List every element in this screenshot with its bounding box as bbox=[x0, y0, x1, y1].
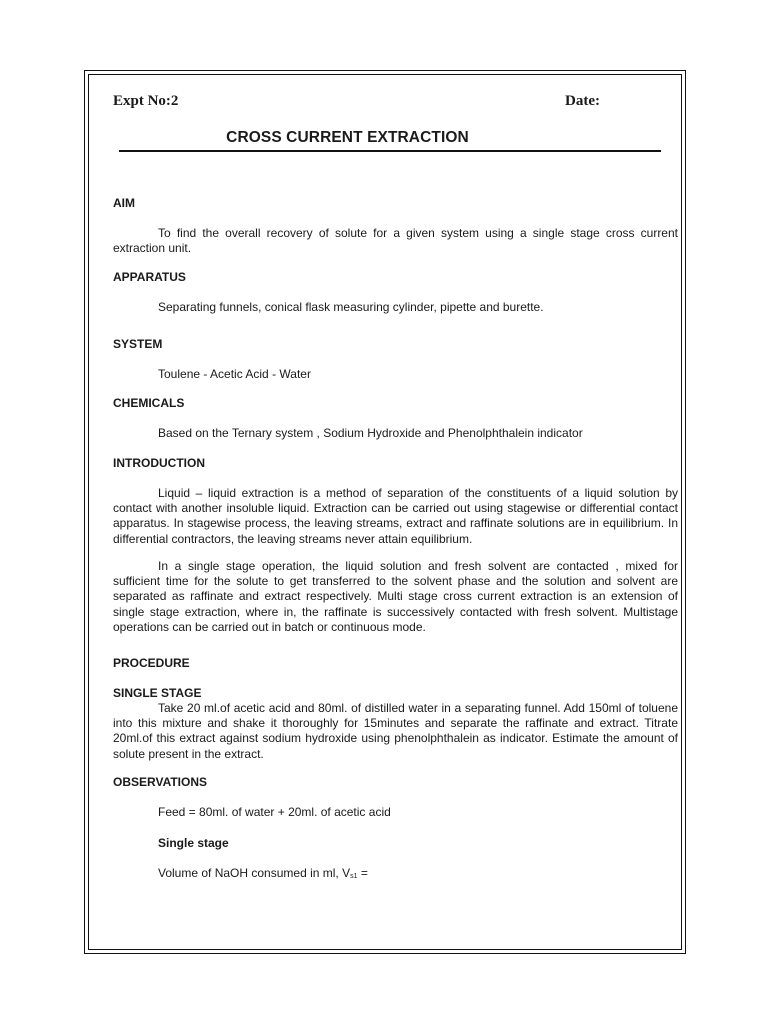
title-underline bbox=[119, 150, 661, 152]
chemicals-heading: CHEMICALS bbox=[113, 396, 185, 410]
single-stage-subheading: Single stage bbox=[158, 836, 229, 850]
introduction-paragraph-2-text: In a single stage operation, the liquid solution and fresh solvent are contacted , mixed for sufficient time for the solute to get transferred to the solvent phase and the solution and solvent are separated as raffinate and extract respectively. Multi stage cross current extraction is an extension of single stage extraction, where in, the raffinate is successively contacted with fresh solvent. Multistage operations can be carried out in batch or continuous mode. bbox=[113, 559, 678, 634]
naoh-volume-subscript: s1 bbox=[350, 873, 358, 880]
system-text: Toulene - Acetic Acid - Water bbox=[158, 367, 311, 381]
experiment-number: Expt No:2 bbox=[113, 93, 179, 109]
apparatus-heading: APPARATUS bbox=[113, 270, 186, 284]
title-text: CROSS CURRENT EXTRACTION bbox=[226, 129, 469, 146]
chemicals-text: Based on the Ternary system , Sodium Hydroxide and Phenolphthalein indicator bbox=[158, 426, 583, 440]
procedure-text bbox=[113, 701, 678, 762]
naoh-volume-label: Volume of NaOH consumed in ml, V bbox=[158, 866, 351, 880]
introduction-paragraph-1-text: Liquid – liquid extraction is a method of separation of the constituents of a liquid solution by contact with another insoluble liquid. Extraction can be carried out using stagewise or differential contact apparatus. In stagewise process, the leaving streams, extract and raffinate solutions are in equilibrium. In differential contractors, the leaving streams never attain equilibrium. bbox=[113, 486, 678, 546]
introduction-paragraph-1 bbox=[113, 486, 678, 547]
aim-heading: AIM bbox=[113, 196, 135, 210]
naoh-volume-equals: = bbox=[357, 866, 368, 880]
apparatus-text: Separating funnels, conical flask measuring cylinder, pipette and burette. bbox=[158, 300, 544, 314]
introduction-paragraph-2 bbox=[113, 559, 678, 635]
aim-text bbox=[113, 226, 678, 256]
date-label: Date: bbox=[565, 93, 600, 109]
system-heading: SYSTEM bbox=[113, 337, 163, 351]
feed-text: Feed = 80ml. of water + 20ml. of acetic acid bbox=[158, 805, 391, 819]
observations-heading: OBSERVATIONS bbox=[113, 775, 208, 789]
introduction-heading: INTRODUCTION bbox=[113, 456, 205, 470]
procedure-text-content: Take 20 ml.of acetic acid and 80ml. of distilled water in a separating funnel. Add 150ml of toluene into this mixture and shake it thoroughly for 15minutes and separate the raffinate and extract. Titrate 20ml.of this extract against sodium hydroxide using phenolphthalein as indicator. Estimate the amount of solute present in the extract. bbox=[113, 701, 678, 761]
procedure-heading: PROCEDURE bbox=[113, 656, 190, 670]
document-title bbox=[113, 129, 678, 147]
aim-text-content: To find the overall recovery of solute for a given system using a single stage cross current extraction unit. bbox=[113, 226, 678, 256]
naoh-volume-line bbox=[158, 866, 368, 884]
single-stage-heading: SINGLE STAGE bbox=[113, 686, 202, 700]
